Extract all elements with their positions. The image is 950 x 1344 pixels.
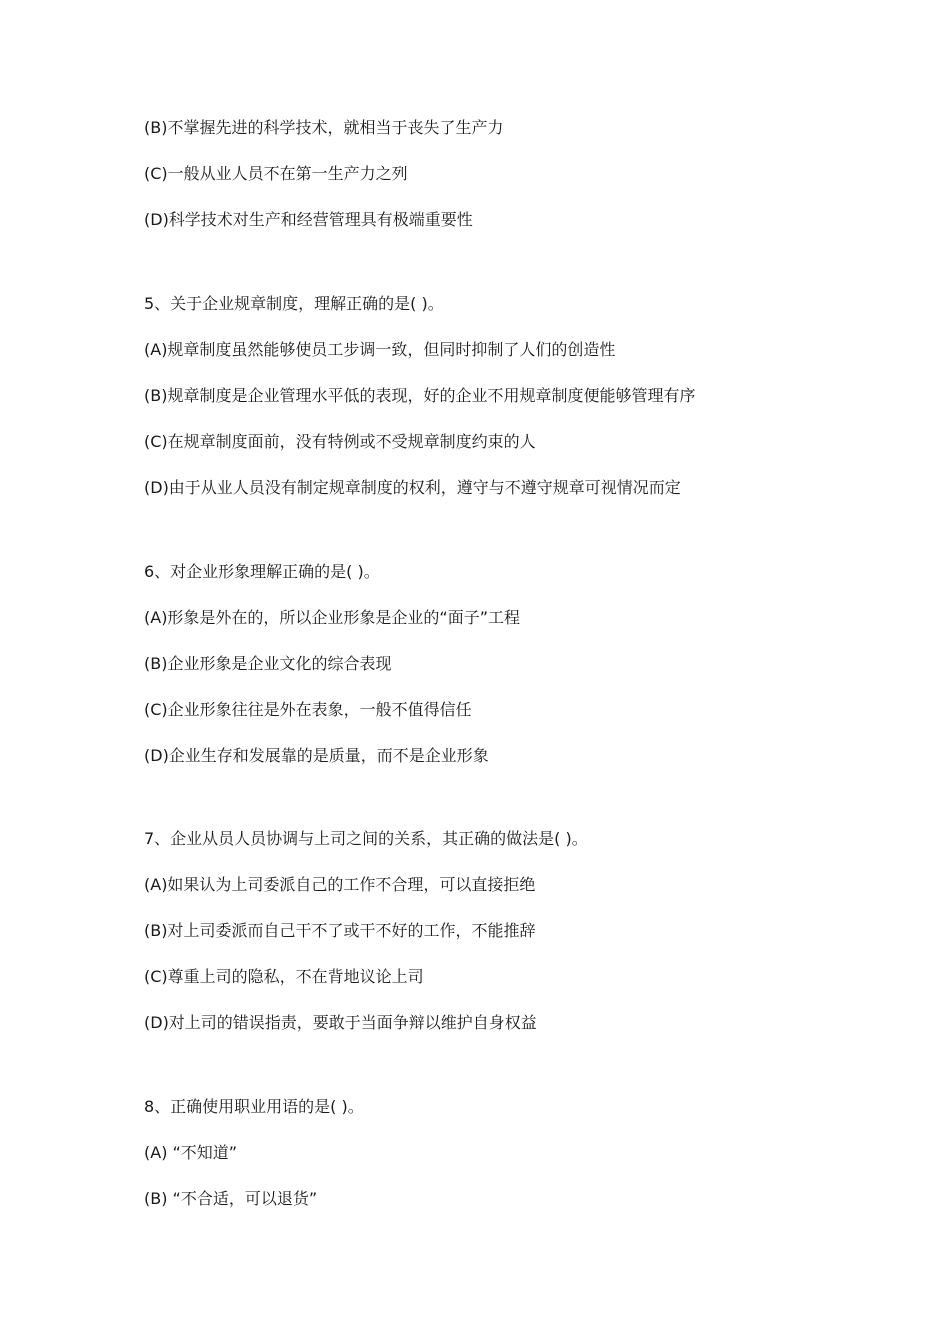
option-q8-a: (A) “不知道” [144, 1143, 238, 1162]
question-8: 8、正确使用职业用语的是( )。 [144, 1097, 364, 1116]
option-q5-d: (D)由于从业人员没有制定规章制度的权利，遵守与不遵守规章可视情况而定 [144, 478, 681, 497]
option-q4-b: (B)不掌握先进的科学技术，就相当于丧失了生产力 [144, 118, 504, 137]
option-q6-a: (A)形象是外在的，所以企业形象是企业的“面子”工程 [144, 608, 521, 627]
option-q6-b: (B)企业形象是企业文化的综合表现 [144, 654, 392, 673]
question-7: 7、企业从员人员协调与上司之间的关系，其正确的做法是( )。 [144, 829, 588, 848]
option-q7-c: (C)尊重上司的隐私，不在背地议论上司 [144, 967, 424, 986]
option-q5-b: (B)规章制度是企业管理水平低的表现，好的企业不用规章制度便能够管理有序 [144, 386, 696, 405]
option-q8-b: (B) “不合适，可以退货” [144, 1189, 318, 1208]
question-6: 6、对企业形象理解正确的是( )。 [144, 562, 380, 581]
option-q4-d: (D)科学技术对生产和经营管理具有极端重要性 [144, 210, 473, 229]
option-q6-c: (C)企业形象往往是外在表象，一般不值得信任 [144, 700, 472, 719]
option-q6-d: (D)企业生存和发展靠的是质量，而不是企业形象 [144, 746, 489, 765]
option-q5-a: (A)规章制度虽然能够使员工步调一致，但同时抑制了人们的创造性 [144, 340, 616, 359]
option-q7-d: (D)对上司的错误指责，要敢于当面争辩以维护自身权益 [144, 1013, 537, 1032]
option-q5-c: (C)在规章制度面前，没有特例或不受规章制度约束的人 [144, 432, 536, 451]
question-5: 5、关于企业规章制度，理解正确的是( )。 [144, 294, 444, 313]
option-q7-b: (B)对上司委派而自己干不了或干不好的工作，不能推辞 [144, 921, 536, 940]
option-q4-c: (C)一般从业人员不在第一生产力之列 [144, 164, 408, 183]
option-q7-a: (A)如果认为上司委派自己的工作不合理，可以直接拒绝 [144, 875, 536, 894]
